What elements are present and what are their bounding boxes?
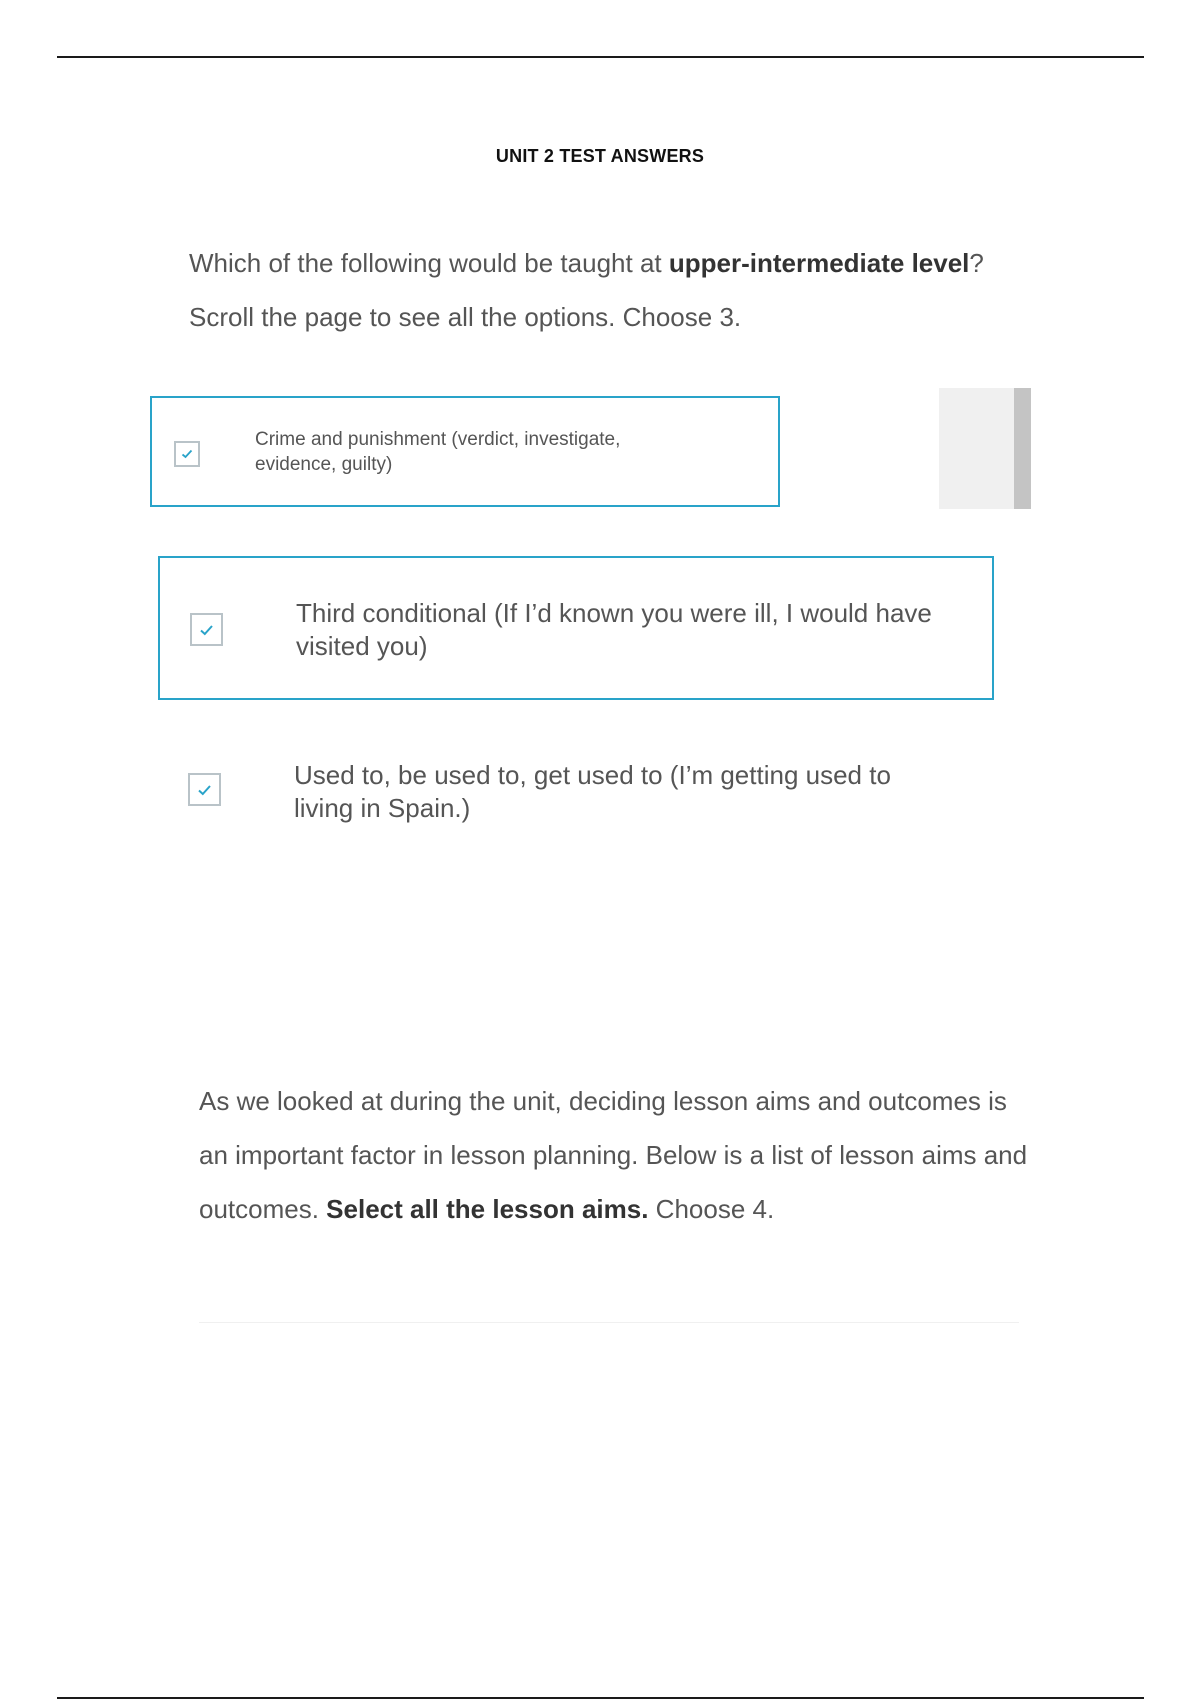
answer-option-used-to[interactable] bbox=[158, 740, 994, 850]
question-2-prompt bbox=[199, 1074, 1029, 1236]
section-divider bbox=[199, 1322, 1019, 1323]
checkbox[interactable] bbox=[190, 613, 223, 646]
checkbox[interactable] bbox=[174, 441, 200, 467]
question-1-prompt bbox=[189, 236, 989, 344]
top-rule bbox=[57, 56, 1144, 58]
question-2-prompt-emphasis: Select all the lesson aims. bbox=[326, 1194, 649, 1224]
check-icon bbox=[181, 449, 193, 459]
check-icon bbox=[199, 624, 214, 636]
bottom-rule bbox=[57, 1697, 1144, 1699]
question-2-prompt-instruction: Choose 4. bbox=[648, 1194, 775, 1224]
answer-option-third-conditional[interactable] bbox=[158, 556, 994, 700]
page-title: UNIT 2 TEST ANSWERS bbox=[495, 146, 705, 166]
answer-option-label: Crime and punishment (verdict, investigate, evidence, guilty) bbox=[255, 429, 621, 475]
answer-option-label: Used to, be used to, get used to (I’m getting used to living in Spain.) bbox=[294, 760, 891, 823]
option-scroll-area[interactable] bbox=[939, 388, 1031, 509]
question-1-prompt-text: Which of the following would be taught at bbox=[189, 248, 669, 278]
question-1-prompt-instruction: ? Scroll the page to see all the options. Choose 3. bbox=[189, 248, 984, 332]
answer-option-label: Third conditional (If I’d known you were ill, I would have visited you) bbox=[296, 598, 932, 661]
answer-option-crime-punishment[interactable] bbox=[150, 396, 780, 507]
question-2-prompt-text: As we looked at during the unit, deciding lesson aims and outcomes is an important factor in lesson planning. Below is a list of lesson aims and outcomes. bbox=[199, 1086, 1028, 1224]
scrollbar-thumb[interactable] bbox=[1014, 388, 1031, 509]
question-1-prompt-emphasis: upper-intermediate level bbox=[668, 248, 970, 278]
checkbox[interactable] bbox=[188, 773, 221, 806]
check-icon bbox=[197, 784, 212, 796]
